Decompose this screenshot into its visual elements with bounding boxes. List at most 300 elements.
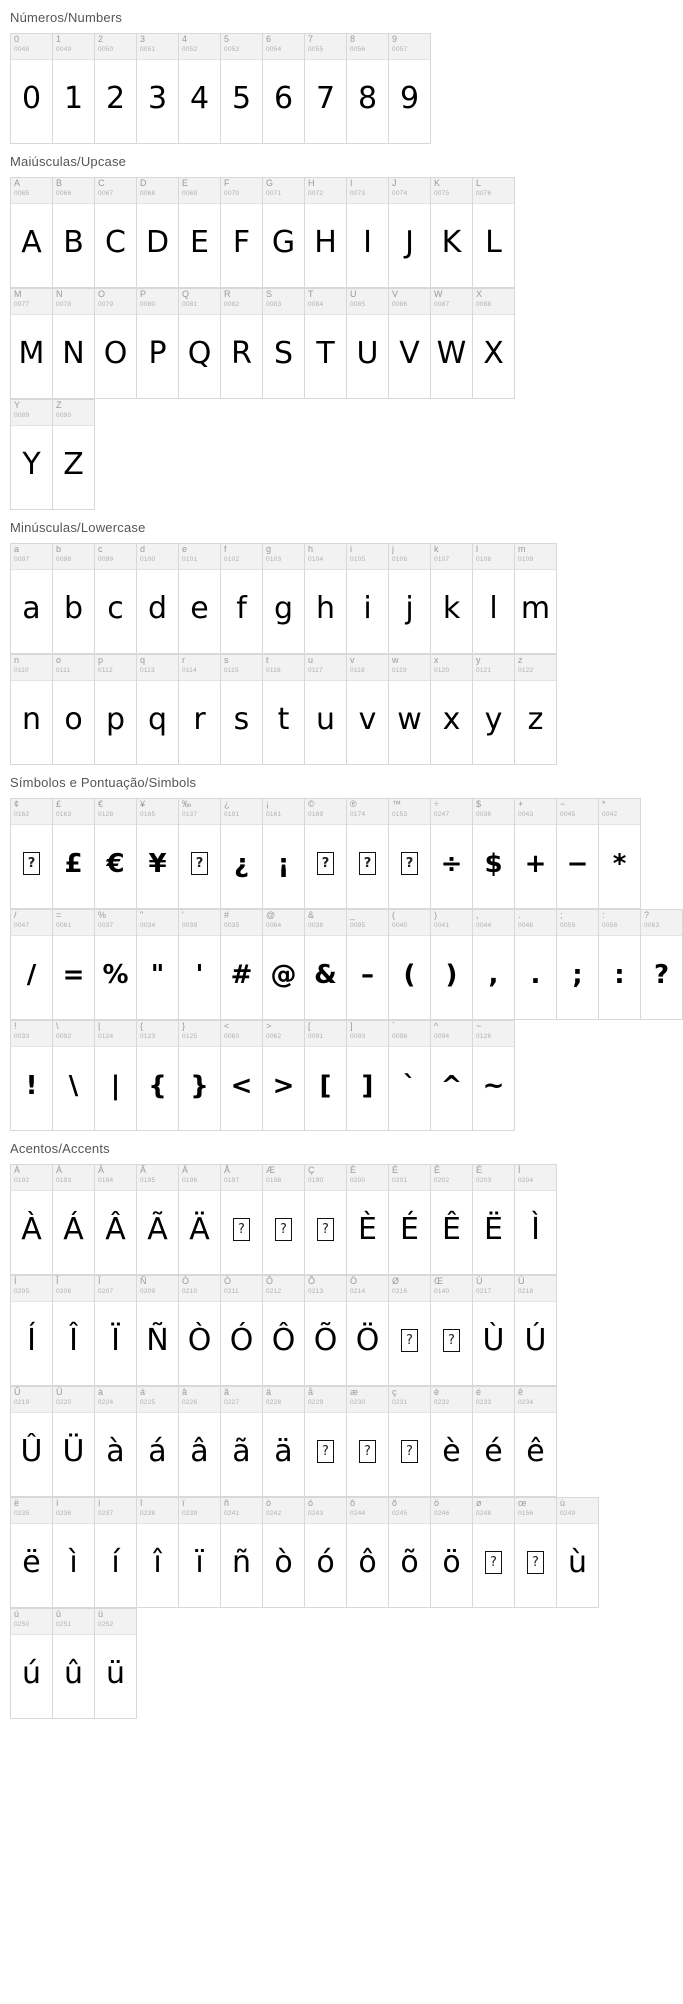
glyph-code: 0244 — [350, 1510, 366, 1517]
glyph-preview: w — [397, 702, 422, 737]
glyph-cell[interactable] — [137, 289, 179, 399]
glyph-cell[interactable] — [11, 400, 53, 510]
glyph-cell[interactable] — [263, 544, 305, 654]
glyph-name: W — [434, 289, 443, 299]
glyph-cell[interactable] — [11, 1387, 53, 1497]
glyph-name: P — [140, 289, 147, 299]
glyph-name: Ì — [518, 1165, 521, 1175]
glyph-cell[interactable] — [11, 1165, 53, 1275]
glyph-header — [179, 544, 220, 570]
glyph-cell[interactable] — [305, 544, 347, 654]
glyph-header — [53, 1276, 94, 1302]
glyph-cell[interactable] — [305, 799, 347, 909]
glyph-cell[interactable] — [347, 1498, 389, 1608]
glyph-preview: ù — [567, 1545, 587, 1580]
glyph-cell[interactable] — [179, 34, 221, 144]
glyph-cell[interactable] — [473, 1387, 515, 1497]
glyph-code: 0121 — [476, 667, 492, 674]
glyph-cell[interactable] — [221, 34, 263, 144]
glyph-name: ^ — [434, 1021, 439, 1031]
glyph-cell[interactable] — [53, 1165, 95, 1275]
glyph-cell[interactable] — [179, 799, 221, 909]
glyph-cell[interactable] — [137, 910, 179, 1020]
glyph-name: D — [140, 178, 147, 188]
glyph-header — [347, 289, 388, 315]
glyph-code: 0099 — [98, 556, 114, 563]
glyph-name: K — [434, 178, 441, 188]
glyph-cell[interactable] — [389, 910, 431, 1020]
glyph-name: â — [182, 1387, 188, 1397]
glyph-cell[interactable] — [473, 1165, 515, 1275]
glyph-cell[interactable] — [431, 1498, 473, 1608]
glyph-cell[interactable] — [53, 1021, 95, 1131]
glyph-cell[interactable] — [347, 910, 389, 1020]
glyph-cell[interactable] — [305, 1165, 347, 1275]
glyph-cell[interactable] — [179, 289, 221, 399]
glyph-cell[interactable] — [137, 1276, 179, 1386]
glyph-header — [11, 289, 52, 315]
glyph-cell[interactable] — [137, 1387, 179, 1497]
glyph-header — [263, 544, 304, 570]
glyph-cell[interactable] — [347, 34, 389, 144]
glyph-name: + — [518, 799, 524, 809]
glyph-code: 0067 — [98, 190, 114, 197]
glyph-name: k — [434, 544, 439, 554]
glyph-cell[interactable] — [389, 655, 431, 765]
glyph-cell[interactable] — [95, 34, 137, 144]
glyph-cell[interactable] — [515, 1387, 557, 1497]
glyph-cell[interactable] — [599, 799, 641, 909]
notdef-box-icon — [305, 1413, 346, 1496]
glyph-preview: d — [147, 591, 168, 626]
glyph-cell[interactable] — [11, 34, 53, 144]
glyph-cell[interactable] — [263, 289, 305, 399]
glyph-cell[interactable] — [11, 178, 53, 288]
glyph-cell[interactable] — [11, 1609, 53, 1719]
glyph-name: Ê — [434, 1165, 441, 1175]
glyph-cell[interactable] — [11, 910, 53, 1020]
glyph-cell[interactable] — [347, 1021, 389, 1131]
glyph-cell[interactable] — [221, 1498, 263, 1608]
glyph-cell[interactable] — [389, 1165, 431, 1275]
glyph-cell[interactable] — [389, 1021, 431, 1131]
glyph-header — [221, 655, 262, 681]
glyph-code: 0113 — [140, 667, 155, 674]
glyph-cell[interactable] — [137, 799, 179, 909]
glyph-code: 0126 — [476, 1033, 492, 1040]
glyph-header — [263, 289, 304, 315]
glyph-name: ï — [182, 1498, 185, 1508]
glyph-code: 0076 — [476, 190, 492, 197]
glyph-cell[interactable] — [431, 799, 473, 909]
glyph-preview: Ù — [482, 1323, 505, 1358]
glyph-code: 0044 — [476, 922, 492, 929]
glyph-cell[interactable] — [53, 1498, 95, 1608]
glyph-cell[interactable] — [473, 178, 515, 288]
glyph-cell[interactable] — [389, 1387, 431, 1497]
glyph-header — [473, 655, 514, 681]
glyph-cell[interactable] — [473, 1021, 515, 1131]
glyph-cell[interactable] — [179, 910, 221, 1020]
glyph-header — [53, 910, 94, 936]
glyph-header — [95, 544, 136, 570]
glyph-cell[interactable] — [221, 655, 263, 765]
glyph-preview: 6 — [273, 81, 294, 116]
glyph-header — [137, 34, 178, 60]
glyph-header — [389, 1021, 430, 1047]
glyph-preview: Ê — [442, 1212, 461, 1247]
glyph-code: 0037 — [98, 922, 114, 929]
glyph-cell[interactable] — [305, 1276, 347, 1386]
glyph-name: ù — [560, 1498, 566, 1508]
glyph-cell[interactable] — [11, 289, 53, 399]
glyph-section — [0, 1131, 661, 1719]
glyph-code: 0128 — [98, 811, 114, 818]
glyph-cell[interactable] — [11, 1276, 53, 1386]
glyph-cell[interactable] — [263, 1387, 305, 1497]
glyph-code: 0090 — [56, 412, 72, 419]
notdef-box-icon — [347, 1413, 388, 1496]
glyph-header — [95, 799, 136, 825]
glyph-code: 0104 — [308, 556, 324, 563]
section-title: Números/Numbers — [10, 10, 123, 25]
glyph-cell[interactable] — [53, 544, 95, 654]
glyph-cell[interactable] — [263, 799, 305, 909]
glyph-cell[interactable] — [473, 910, 515, 1020]
glyph-name: ó — [308, 1498, 314, 1508]
glyph-cell[interactable] — [263, 178, 305, 288]
glyph-cell[interactable] — [347, 544, 389, 654]
glyph-cell[interactable] — [221, 544, 263, 654]
glyph-preview: R — [231, 336, 252, 371]
glyph-code: 0083 — [266, 301, 282, 308]
glyph-cell[interactable] — [431, 910, 473, 1020]
section-title: Símbolos e Pontuação/Simbols — [10, 775, 197, 790]
glyph-cell[interactable] — [263, 1276, 305, 1386]
glyph-code: 0086 — [392, 301, 408, 308]
glyph-cell[interactable] — [515, 910, 557, 1020]
glyph-cell[interactable] — [263, 1498, 305, 1608]
glyph-cell[interactable] — [137, 1165, 179, 1275]
glyph-cell[interactable] — [305, 1021, 347, 1131]
glyph-cell[interactable] — [11, 799, 53, 909]
glyph-code: 0109 — [518, 556, 534, 563]
glyph-code: 0078 — [56, 301, 72, 308]
glyph-code: 0125 — [182, 1033, 198, 1040]
glyph-name: ä — [266, 1387, 272, 1397]
glyph-cell[interactable] — [473, 289, 515, 399]
glyph-code: 0085 — [350, 301, 366, 308]
glyph-cell[interactable] — [137, 178, 179, 288]
glyph-cell[interactable] — [95, 1276, 137, 1386]
glyph-name: ã — [224, 1387, 230, 1397]
glyph-cell[interactable] — [389, 289, 431, 399]
glyph-cell[interactable] — [347, 289, 389, 399]
glyph-cell[interactable] — [221, 1276, 263, 1386]
glyph-cell[interactable] — [137, 34, 179, 144]
glyph-cell[interactable] — [11, 655, 53, 765]
glyph-cell[interactable] — [263, 34, 305, 144]
glyph-cell[interactable] — [515, 655, 557, 765]
glyph-header — [305, 1021, 346, 1047]
glyph-cell[interactable] — [431, 544, 473, 654]
glyph-cell[interactable] — [137, 1021, 179, 1131]
glyph-preview: c — [107, 591, 124, 626]
glyph-code: 0243 — [308, 1510, 324, 1517]
glyph-header — [11, 1609, 52, 1635]
glyph-name: © — [308, 799, 315, 809]
glyph-name: ` — [392, 1021, 395, 1031]
glyph-header — [221, 910, 262, 936]
glyph-cell[interactable] — [557, 1498, 599, 1608]
glyph-name: r — [182, 655, 185, 665]
glyph-name: b — [56, 544, 62, 554]
glyph-preview: # — [230, 959, 253, 990]
glyph-cell[interactable] — [473, 799, 515, 909]
glyph-cell[interactable] — [179, 1498, 221, 1608]
glyph-cell[interactable] — [137, 1498, 179, 1608]
glyph-cell[interactable] — [53, 1276, 95, 1386]
glyph-header — [53, 34, 94, 60]
glyph-cell[interactable] — [389, 178, 431, 288]
glyph-cell[interactable] — [431, 1165, 473, 1275]
glyph-name: ò — [266, 1498, 272, 1508]
glyph-cell[interactable] — [347, 1387, 389, 1497]
glyph-code: 0193 — [56, 1177, 72, 1184]
glyph-header — [53, 289, 94, 315]
glyph-preview: N — [62, 336, 85, 371]
glyph-code: 0093 — [350, 1033, 366, 1040]
glyph-code: 0072 — [308, 190, 324, 197]
glyph-cell[interactable] — [221, 1165, 263, 1275]
glyph-code: 0061 — [56, 922, 72, 929]
glyph-cell[interactable] — [53, 1387, 95, 1497]
glyph-name: _ — [350, 910, 356, 920]
glyph-cell[interactable] — [95, 1609, 137, 1719]
glyph-header — [221, 289, 262, 315]
glyph-cell[interactable] — [431, 1276, 473, 1386]
glyph-preview: ñ — [231, 1545, 251, 1580]
glyph-cell[interactable] — [53, 1609, 95, 1719]
glyph-preview: @ — [270, 959, 297, 990]
glyph-cell[interactable] — [431, 655, 473, 765]
glyph-header — [137, 178, 178, 204]
glyph-name: L — [476, 178, 482, 188]
glyph-row — [10, 1020, 515, 1131]
glyph-name: œ — [518, 1498, 527, 1508]
glyph-cell[interactable] — [389, 799, 431, 909]
glyph-cell[interactable] — [11, 1498, 53, 1608]
glyph-cell[interactable] — [137, 655, 179, 765]
glyph-cell[interactable] — [53, 400, 95, 510]
glyph-cell[interactable] — [95, 655, 137, 765]
glyph-cell[interactable] — [473, 655, 515, 765]
glyph-name: ' — [182, 910, 184, 920]
glyph-cell[interactable] — [53, 289, 95, 399]
glyph-cell[interactable] — [95, 1021, 137, 1131]
glyph-cell[interactable] — [389, 1498, 431, 1608]
glyph-cell[interactable] — [347, 1165, 389, 1275]
glyph-header — [515, 544, 556, 570]
glyph-code: 0075 — [434, 190, 450, 197]
glyph-cell[interactable] — [179, 178, 221, 288]
glyph-cell[interactable] — [599, 910, 641, 1020]
glyph-name: ê — [518, 1387, 524, 1397]
glyph-cell[interactable] — [95, 799, 137, 909]
glyph-cell[interactable] — [53, 655, 95, 765]
glyph-cell[interactable] — [431, 178, 473, 288]
glyph-cell[interactable] — [95, 1165, 137, 1275]
glyph-name: } — [182, 1021, 186, 1031]
glyph-row — [10, 798, 641, 909]
glyph-cell[interactable] — [179, 1021, 221, 1131]
glyph-cell[interactable] — [305, 1498, 347, 1608]
glyph-cell[interactable] — [95, 910, 137, 1020]
glyph-name: 3 — [140, 34, 146, 44]
glyph-name: @ — [266, 910, 276, 920]
glyph-header — [179, 1276, 220, 1302]
glyph-name: M — [14, 289, 22, 299]
glyph-cell[interactable] — [347, 178, 389, 288]
glyph-cell[interactable] — [221, 178, 263, 288]
glyph-cell[interactable] — [515, 544, 557, 654]
glyph-code: 0218 — [518, 1288, 534, 1295]
glyph-name: à — [98, 1387, 104, 1397]
glyph-cell[interactable] — [473, 544, 515, 654]
glyph-name: w — [392, 655, 399, 665]
glyph-name: Å — [224, 1165, 231, 1175]
glyph-cell[interactable] — [557, 910, 599, 1020]
glyph-header — [53, 400, 94, 426]
glyph-name: 5 — [224, 34, 230, 44]
glyph-code: 0197 — [224, 1177, 240, 1184]
glyph-cell[interactable] — [473, 1498, 515, 1608]
glyph-cell[interactable] — [305, 910, 347, 1020]
glyph-cell[interactable] — [515, 1276, 557, 1386]
glyph-cell[interactable] — [95, 1387, 137, 1497]
glyph-preview: ü — [105, 1656, 125, 1691]
glyph-code: 0112 — [98, 667, 113, 674]
glyph-cell[interactable] — [53, 178, 95, 288]
glyph-cell[interactable] — [431, 1021, 473, 1131]
glyph-header — [473, 1387, 514, 1413]
glyph-cell[interactable] — [263, 1021, 305, 1131]
glyph-preview: + — [524, 848, 547, 879]
glyph-cell[interactable] — [221, 799, 263, 909]
glyph-header — [431, 1021, 472, 1047]
glyph-cell[interactable] — [263, 1165, 305, 1275]
glyph-cell[interactable] — [389, 34, 431, 144]
glyph-cell[interactable] — [515, 1165, 557, 1275]
glyph-cell[interactable] — [515, 799, 557, 909]
glyph-header — [263, 1276, 304, 1302]
glyph-cell[interactable] — [431, 1387, 473, 1497]
glyph-cell[interactable] — [221, 1387, 263, 1497]
glyph-code: 0227 — [224, 1399, 240, 1406]
glyph-cell[interactable] — [263, 910, 305, 1020]
glyph-preview: } — [190, 1070, 209, 1101]
glyph-code: 0098 — [56, 556, 72, 563]
glyph-cell[interactable] — [473, 1276, 515, 1386]
glyph-code: 0117 — [308, 667, 323, 674]
glyph-code: 0235 — [14, 1510, 30, 1517]
glyph-cell[interactable] — [179, 1276, 221, 1386]
glyph-cell[interactable] — [347, 799, 389, 909]
glyph-name: î — [140, 1498, 143, 1508]
glyph-cell[interactable] — [389, 1276, 431, 1386]
glyph-cell[interactable] — [53, 799, 95, 909]
glyph-cell[interactable] — [221, 1021, 263, 1131]
glyph-cell[interactable] — [221, 910, 263, 1020]
glyph-code: 0100 — [140, 556, 156, 563]
glyph-preview: À — [21, 1212, 42, 1247]
glyph-code: 0194 — [98, 1177, 114, 1184]
glyph-cell[interactable] — [95, 289, 137, 399]
glyph-header — [431, 178, 472, 204]
glyph-cell[interactable] — [179, 544, 221, 654]
glyph-header — [137, 1498, 178, 1524]
glyph-code: 0094 — [434, 1033, 450, 1040]
glyph-cell[interactable] — [305, 655, 347, 765]
glyph-header — [263, 799, 304, 825]
glyph-name: X — [476, 289, 483, 299]
glyph-code: 0153 — [392, 811, 408, 818]
glyph-cell[interactable] — [305, 178, 347, 288]
glyph-cell[interactable] — [515, 1498, 557, 1608]
glyph-cell[interactable] — [263, 655, 305, 765]
glyph-cell[interactable] — [305, 34, 347, 144]
glyph-cell[interactable] — [95, 544, 137, 654]
glyph-cell[interactable] — [179, 1387, 221, 1497]
glyph-header — [347, 910, 388, 936]
glyph-code: 0224 — [98, 1399, 114, 1406]
glyph-cell[interactable] — [53, 34, 95, 144]
glyph-preview: q — [147, 702, 168, 737]
glyph-header — [305, 289, 346, 315]
glyph-cell[interactable] — [95, 1498, 137, 1608]
glyph-name: l — [476, 544, 478, 554]
glyph-header — [431, 910, 472, 936]
glyph-code: 0214 — [350, 1288, 366, 1295]
glyph-cell[interactable] — [137, 544, 179, 654]
glyph-cell[interactable] — [347, 1276, 389, 1386]
glyph-cell[interactable] — [557, 799, 599, 909]
glyph-preview: Ü — [62, 1434, 85, 1469]
glyph-code: 0118 — [350, 667, 365, 674]
glyph-name: V — [392, 289, 399, 299]
glyph-cell[interactable] — [221, 289, 263, 399]
glyph-preview: õ — [400, 1545, 419, 1580]
glyph-cell[interactable] — [347, 655, 389, 765]
glyph-header — [599, 910, 640, 936]
glyph-name: ! — [14, 1021, 17, 1031]
glyph-name: / — [14, 910, 17, 920]
glyph-cell[interactable] — [179, 1165, 221, 1275]
glyph-cell[interactable] — [11, 1021, 53, 1131]
glyph-code: 0043 — [518, 811, 534, 818]
glyph-cell[interactable] — [305, 1387, 347, 1497]
glyph-cell[interactable] — [53, 910, 95, 1020]
glyph-cell[interactable] — [641, 910, 683, 1020]
glyph-code: 0205 — [14, 1288, 30, 1295]
glyph-cell[interactable] — [431, 289, 473, 399]
glyph-cell[interactable] — [305, 289, 347, 399]
glyph-header — [137, 799, 178, 825]
glyph-cell[interactable] — [179, 655, 221, 765]
glyph-cell[interactable] — [11, 544, 53, 654]
glyph-cell[interactable] — [389, 544, 431, 654]
glyph-cell[interactable] — [95, 178, 137, 288]
